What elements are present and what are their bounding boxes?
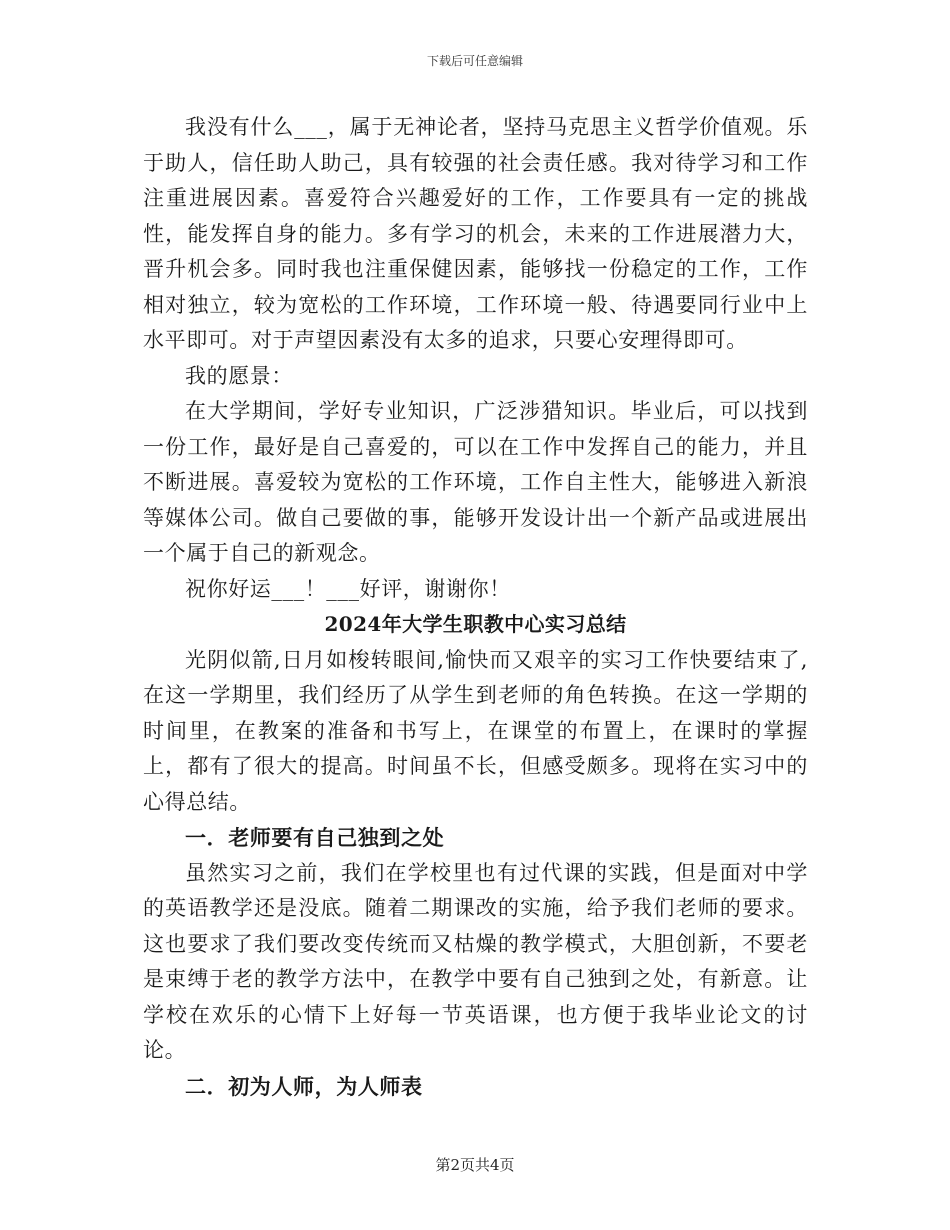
paragraph-section-1: 虽然实习之前，我们在学校里也有过代课的实践，但是面对中学的英语教学还是没底。随着二期课改的实施，给予我们老师的要求。这也要求了我们要改变传统而又枯燥的教学模式，大胆创新，不要老是束缚于老的教学方法中，在教学中要有自己独到之处，有新意。让学校在欢乐的心情下上好每一节英语课，也方便于我毕业论文的讨论。 — [143, 860, 808, 1062]
page-header-note: 下载后可任意编辑 — [426, 54, 523, 68]
page-number: 第2页共4页 — [435, 1156, 515, 1174]
section-heading-2: 二．初为人师，为人师表 — [185, 1073, 423, 1099]
paragraph-vision-label: 我的愿景： — [185, 363, 293, 388]
paragraph-vision: 在大学期间，学好专业知识，广泛涉猎知识。毕业后，可以找到一份工作，最好是自己喜爱的，可以在工作中发挥自己的能力，并且不断进展。喜爱较为宽松的工作环境，工作自主性大，能够进入新浪等媒体公司。做自己要做的事，能够开发设计出一个新产品或进展出一个属于自己的新观念。 — [143, 399, 808, 565]
section-heading-1: 一．老师要有自己独到之处 — [185, 825, 445, 850]
paragraph-closing: 祝你好运___！___好评，谢谢你！ — [185, 576, 511, 601]
document-title: 2024年大学生职教中心实习总结 — [324, 612, 627, 636]
paragraph-intro: 光阴似箭,日月如梭转眼间,愉快而又艰辛的实习工作快要结束了,在这一学期里，我们经历了从学生到老师的角色转换。在这一学期的时间里，在教案的准备和书写上，在课堂的布置上，在课时的掌握上，都有了很大的提高。时间虽不长，但感受颇多。现将在实习中的心得总结。 — [143, 647, 808, 814]
document-body — [143, 110, 808, 1104]
paragraph-values: 我没有什么___，属于无神论者，坚持马克思主义哲学价值观。乐于助人，信任助人助己，具有较强的社会责任感。我对待学习和工作注重进展因素。喜爱符合兴趣爱好的工作，工作要具有一定的挑战性，能发挥自身的能力。多有学习的机会，未来的工作进展潜力大，晋升机会多。同时我也注重保健因素，能够找一份稳定的工作，工作相对独立，较为宽松的工作环境，工作环境一般、待遇要同行业中上水平即可。对于声望因素没有太多的追求，只要心安理得即可。 — [143, 115, 808, 352]
